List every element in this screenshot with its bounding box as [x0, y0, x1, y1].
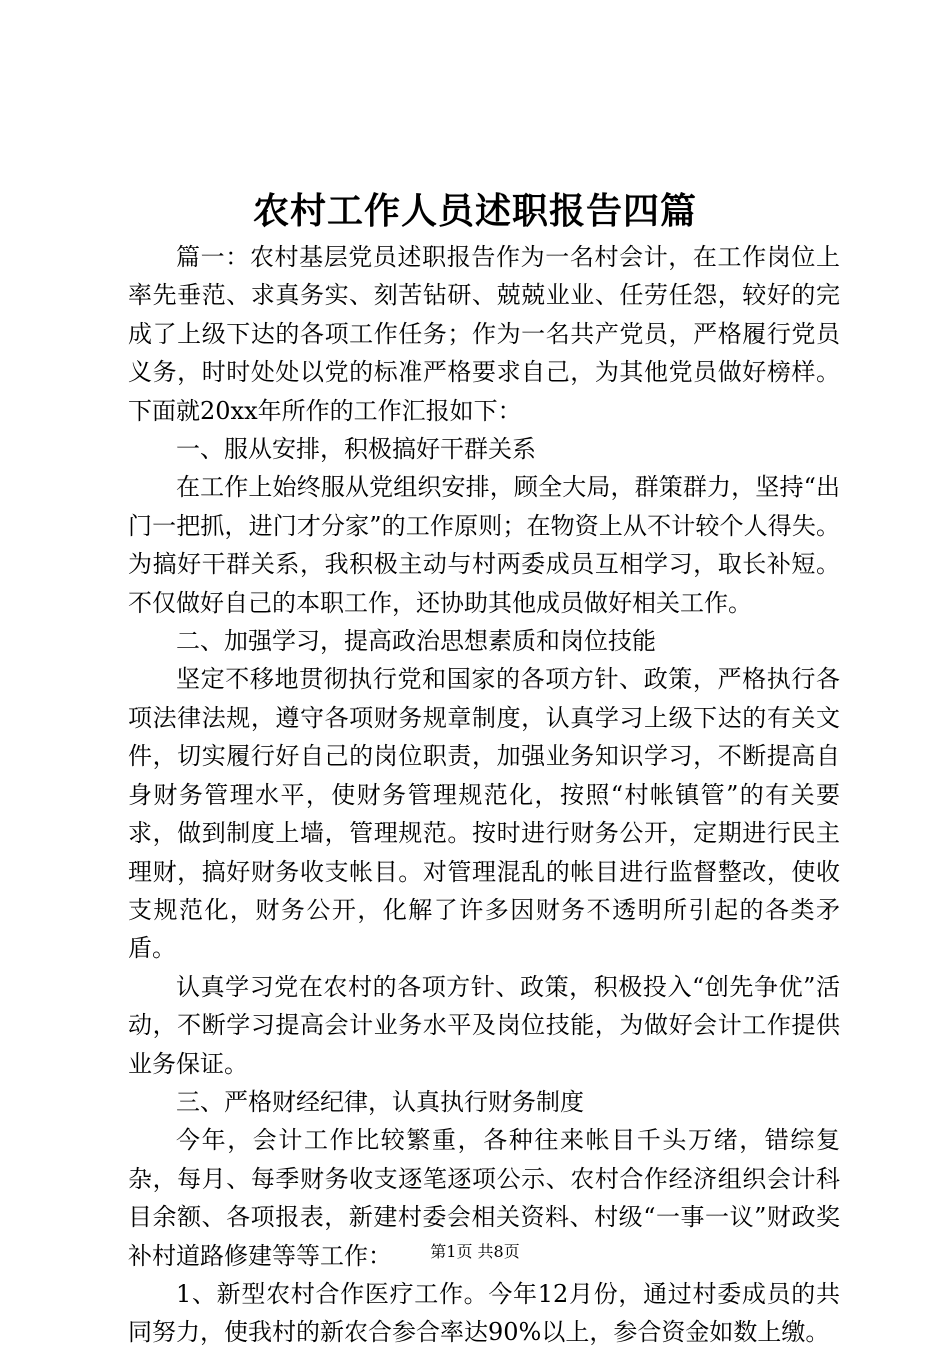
paragraph-intro: 篇一：农村基层党员述职报告作为一名村会计，在工作岗位上率先垂范、求真务实、刻苦钻研、兢兢业业、任劳任怨，较好的完成了上级下达的各项工作任务；作为一名共产党员，严格履行党员义务，时时处处以党的标准严格要求自己，为其他党员做好榜样。下面就20xx年所作的工作汇报如下： [128, 243, 840, 425]
paragraph-section-2a: 坚定不移地贯彻执行党和国家的各项方针、政策，严格执行各项法律法规，遵守各项财务规章制度，认真学习上级下达的有关文件，切实履行好自己的岗位职责，加强业务知识学习，不断提高自身财务管理水平，使财务管理规范化，按照“村帐镇管”的有关要求，做到制度上墙，管理规范。按时进行财务公开，定期进行民主理财，搞好财务收支帐目。对管理混乱的帐目进行监督整改，使收支规范化，财务公开，化解了许多因财务不透明所引起的各类矛盾。 [128, 665, 840, 963]
paragraph-section-1: 在工作上始终服从党组织安排，顾全大局，群策群力，坚持“出门一把抓，进门才分家”的工作原则；在物资上从不计较个人得失。为搞好干群关系，我积极主动与村两委成员互相学习，取长补短。不仅做好自己的本职工作，还协助其他成员做好相关工作。 [128, 473, 840, 617]
document-body [128, 238, 840, 1352]
paragraph-section-2b: 认真学习党在农村的各项方针、政策，积极投入“创先争优”活动，不断学习提高会计业务水平及岗位技能，为做好会计工作提供业务保证。 [128, 972, 840, 1078]
document-title: 农村工作人员述职报告四篇 [252, 190, 697, 232]
section-heading-1: 一、服从安排，积极搞好干群关系 [176, 435, 536, 464]
page-number-footer: 第1页 共8页 [430, 1242, 520, 1261]
paragraph-section-3: 今年，会计工作比较繁重，各种往来帐目千头万绪，错综复杂，每月、每季财务收支逐笔逐项公示、农村合作经济组织会计科目余额、各项报表，新建村委会相关资料、村级“一事一议”财政奖补村道路修建等等工作： [128, 1126, 840, 1270]
section-heading-2: 二、加强学习，提高政治思想素质和岗位技能 [176, 627, 656, 656]
paragraph-item-1: 1、新型农村合作医疗工作。今年12月份，通过村委成员的共同努力，使我村的新农合参合率达90%以上，参合资金如数上缴。 [128, 1279, 840, 1347]
section-heading-3: 三、严格财经纪律，认真执行财务制度 [176, 1087, 584, 1116]
